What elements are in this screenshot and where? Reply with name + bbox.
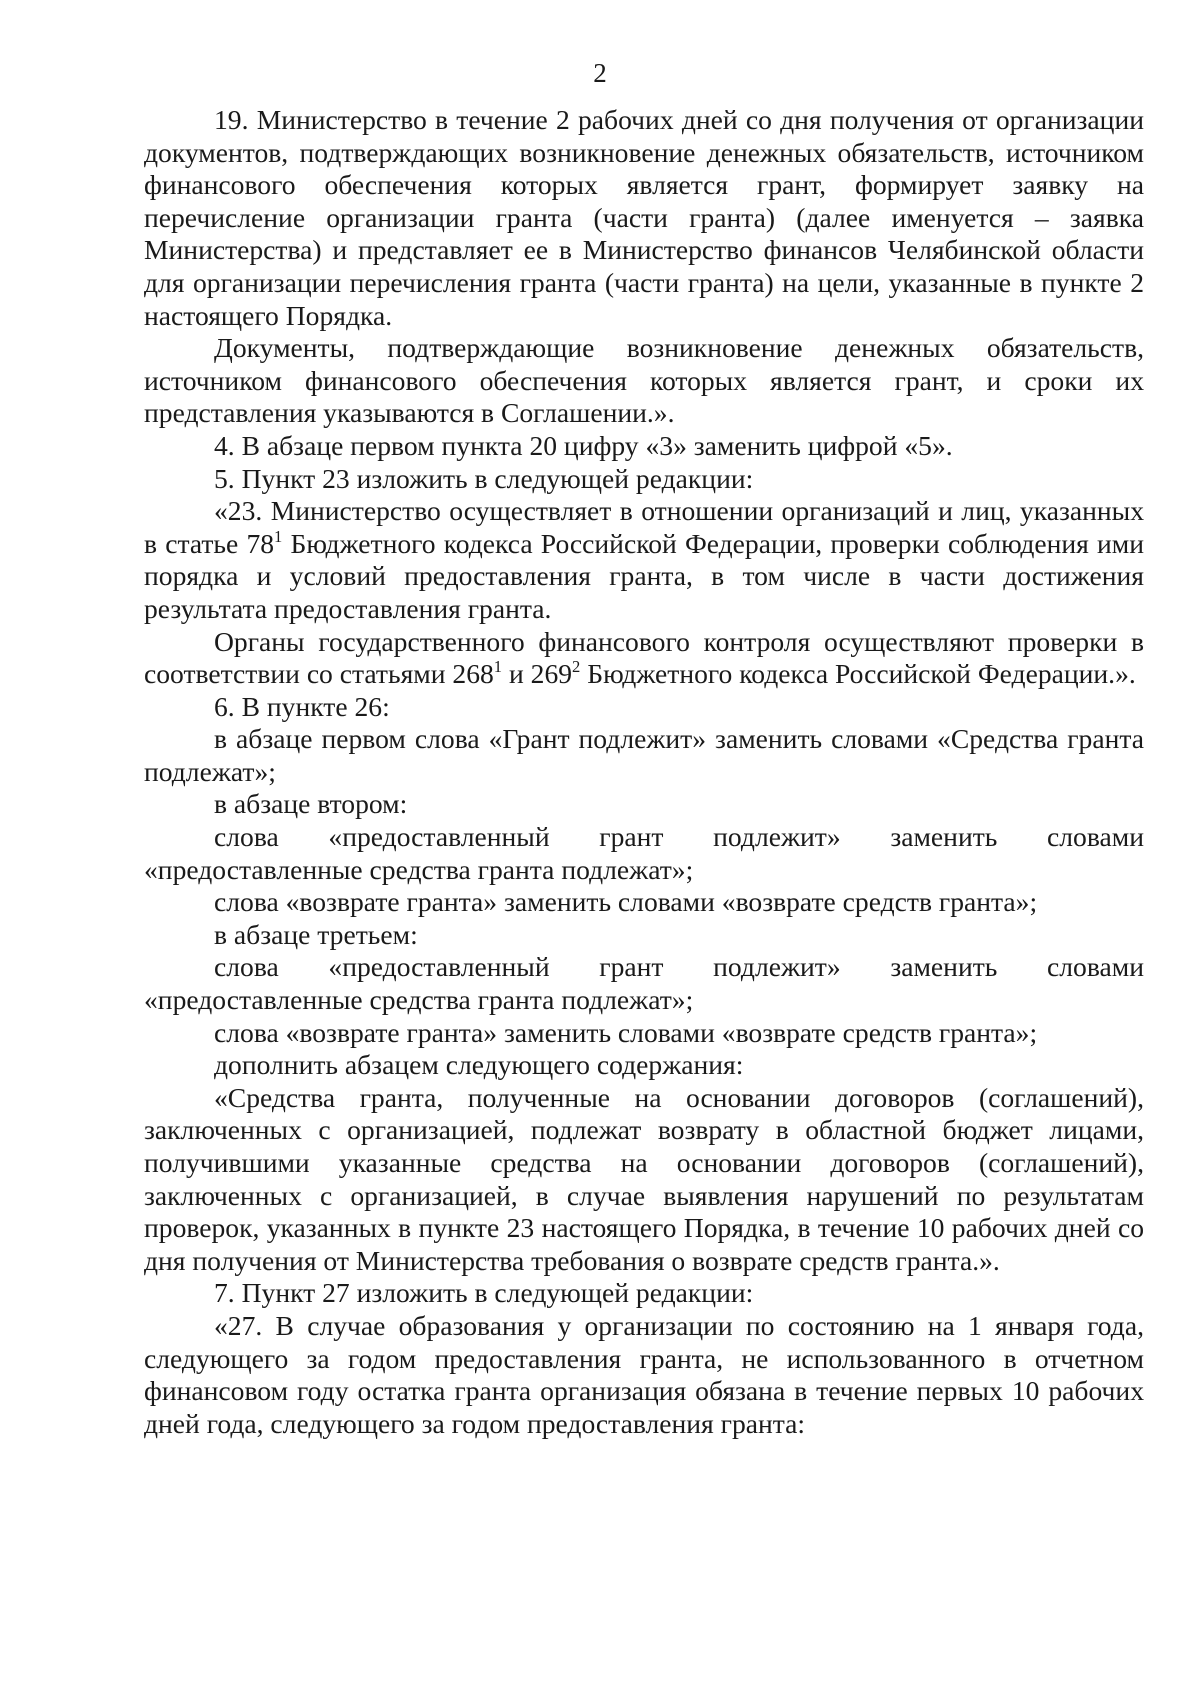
point-23-superscript: 1 — [274, 526, 283, 546]
control-superscript-1: 1 — [493, 657, 503, 677]
page-number: 2 — [593, 58, 607, 88]
paragraph-documents: Документы, подтверждающие возникновение денежных обязательств, источником финансового обеспечения которых является грант, и сроки их представления указываются в Соглашении.». — [144, 332, 1144, 429]
control-superscript-2: 2 — [572, 657, 581, 677]
control-text-b: и 269 — [502, 658, 573, 690]
paragraph-item-6-third-return: слова «возврате гранта» заменить словами «возврате средств гранта»; — [214, 1016, 1038, 1048]
paragraph-item-6-add: дополнить абзацем следующего содержания: — [214, 1049, 744, 1081]
point-23-text-b: Бюджетного кодекса Российской Федерации, проверки соблюдения ими порядка и условий предоставления гранта, в том числе в части достижения результата предоставления гранта. — [144, 527, 1144, 624]
document-body — [144, 104, 1144, 1440]
paragraph-point-23 — [144, 495, 1144, 625]
paragraph-item-6-second-words: слова «предоставленный грант подлежит» заменить словами «предоставленные средства гранта подлежат»; — [144, 821, 1144, 885]
paragraph-item-5: 5. Пункт 23 изложить в следующей редакции: — [214, 462, 754, 494]
paragraph-item-6-second-return: слова «возврате гранта» заменить словами «возврате средств гранта»; — [214, 886, 1038, 918]
control-text-c: Бюджетного кодекса Российской Федерации.». — [580, 658, 1136, 690]
paragraph-item-6-quote: «Средства гранта, полученные на основании договоров (соглашений), заключенных с организацией, подлежат возврату в областной бюджет лицами, получившими указанные средства на основании договоров (соглашений), заключенных с организацией, в случае выявления нарушений по результатам проверок, указанных в пункте 23 настоящего Порядка, в течение 10 рабочих дней со дня получения от Министерства требования о возврате средств гранта.». — [144, 1081, 1144, 1276]
paragraph-item-6-first: в абзаце первом слова «Грант подлежит» заменить словами «Средства гранта подлежат»; — [144, 723, 1144, 787]
paragraph-item-4: 4. В абзаце первом пункта 20 цифру «3» заменить цифрой «5». — [214, 429, 953, 461]
paragraph-item-6-third-words: слова «предоставленный грант подлежит» заменить словами «предоставленные средства гранта подлежат»; — [144, 951, 1144, 1016]
paragraph-item-7: 7. Пункт 27 изложить в следующей редакции: — [214, 1277, 754, 1309]
control-text-a: Органы государственного финансового контроля осуществляют проверки в соответствии со статьями 268 — [144, 625, 1144, 690]
paragraph-item-6-second-heading: в абзаце втором: — [214, 788, 408, 820]
paragraph-financial-control — [144, 626, 1144, 691]
point-23-text-a: «23. Министерство осуществляет в отношении организаций и лиц, указанных в статье 78 — [144, 495, 1144, 559]
paragraph-item-6-third-heading: в абзаце третьем: — [214, 918, 418, 950]
paragraph-item-6: 6. В пункте 26: — [214, 690, 390, 722]
paragraph-point-27: «27. В случае образования у организации по состоянию на 1 января года, следующего за годом предоставления гранта, не использованного в отчетном финансовом году остатка гранта организация обязана в течение первых 10 рабочих дней года, следующего за годом предоставления гранта: — [144, 1309, 1144, 1439]
paragraph-point-19: 19. Министерство в течение 2 рабочих дней со дня получения от организации документов, подтверждающих возникновение денежных обязательств, источником финансового обеспечения которых является грант, формирует заявку на перечисление организации гранта (части гранта) (далее именуется – заявка Министерства) и представляет ее в Министерство финансов Челябинской области для организации перечисления гранта (части гранта) на цели, указанные в пункте 2 настоящего Порядка. — [144, 104, 1144, 331]
